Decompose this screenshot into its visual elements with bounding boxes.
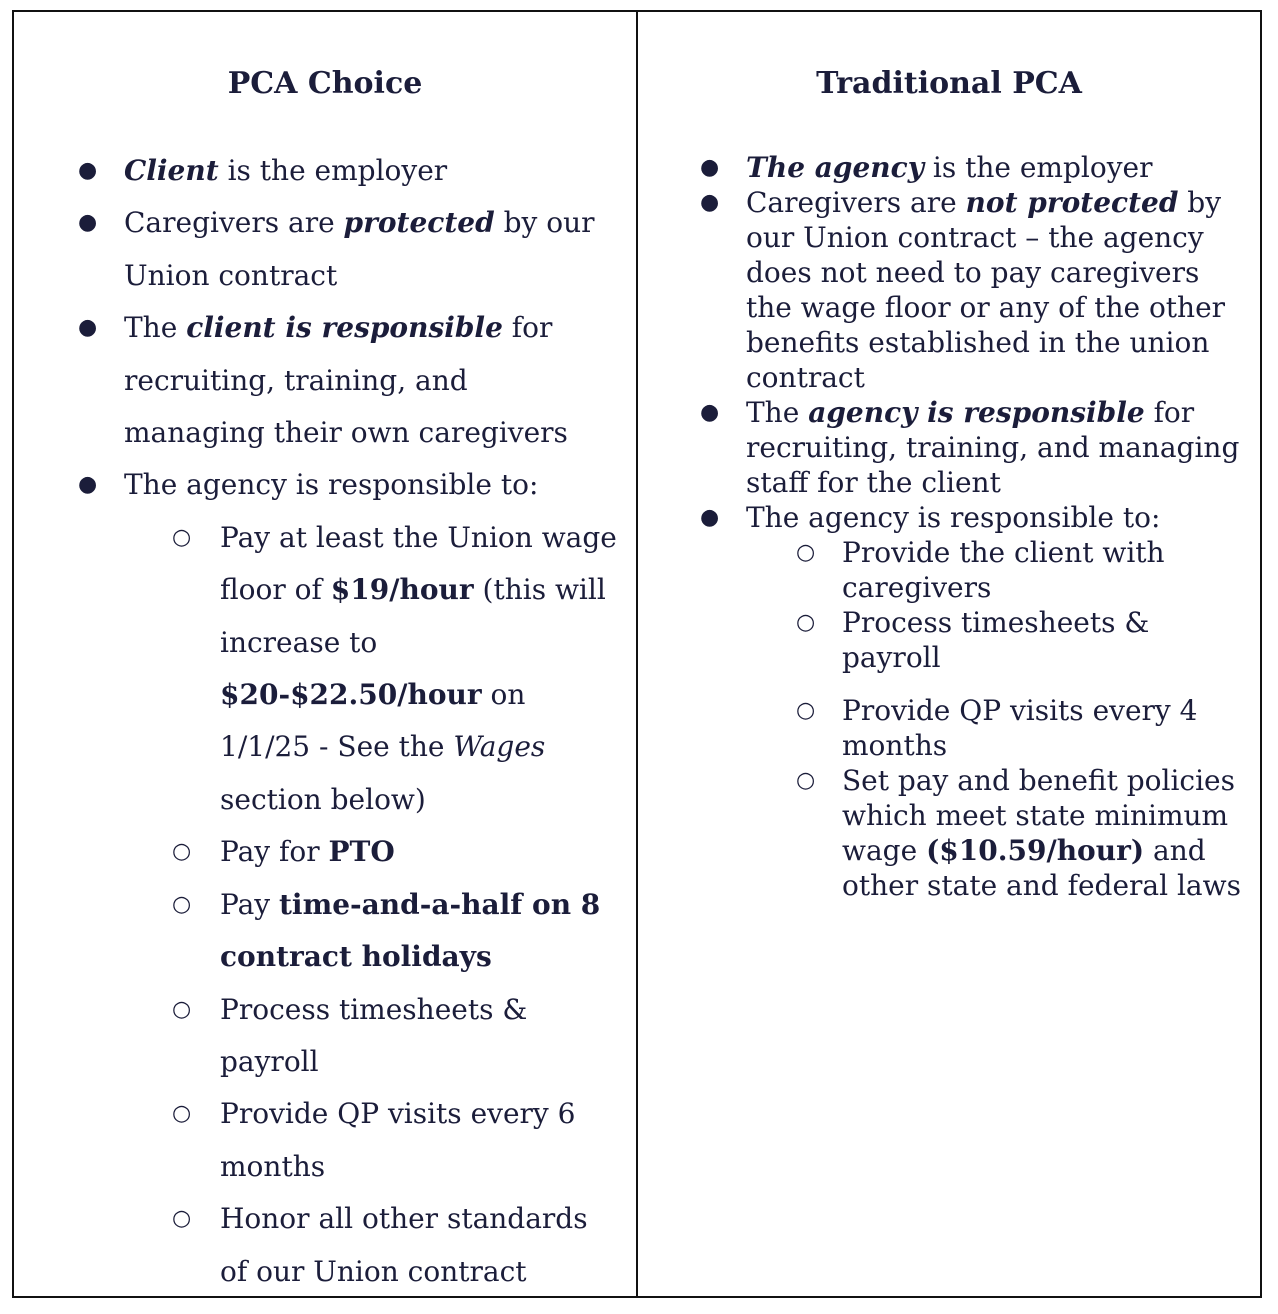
- list-item: ● The agency is the employer: [638, 150, 1260, 185]
- list-item: ● Caregivers are protected by our Union contract: [14, 197, 636, 302]
- sub-list-item: ○ Process timesheets & payroll: [14, 984, 636, 1089]
- list-item: ● The agency is responsible for recruiting, training, and managing staff for the client: [638, 395, 1260, 500]
- pca-choice-list: [14, 145, 636, 1298]
- traditional-pca-list: [638, 150, 1260, 903]
- pca-choice-column: [14, 12, 638, 1296]
- list-item: ● The agency is responsible to:: [14, 459, 636, 511]
- sub-list-item: ○ Pay for PTO: [14, 826, 636, 878]
- traditional-pca-column: [638, 12, 1260, 1296]
- list-item: ● Caregivers are not protected by our Union contract – the agency does not need to pay caregivers the wage floor or any of the other benefits established in the union contract: [638, 185, 1260, 395]
- comparison-table: [12, 10, 1262, 1298]
- sub-list-item: ○ Provide QP visits every 4 months: [638, 693, 1260, 763]
- list-item: ● Client is the employer: [14, 145, 636, 197]
- sub-list-item: ○ Provide QP visits every 6 months: [14, 1088, 636, 1193]
- sub-list-item: ○ Provide the client with caregivers: [638, 535, 1260, 605]
- list-item: ● The client is responsible for recruiting, training, and managing their own caregivers: [14, 302, 636, 459]
- sub-list-item: ○ Honor all other standards of our Union contract: [14, 1193, 636, 1298]
- pca-choice-heading: PCA Choice: [227, 66, 423, 101]
- sub-list-item: ○ Set pay and benefit policies which meet state minimum wage ($10.59/hour) and other state and federal laws: [638, 763, 1260, 903]
- traditional-pca-heading: Traditional PCA: [816, 66, 1082, 101]
- sub-list-item: ○ Pay at least the Union wage floor of $19/hour (this will increase to $20-$22.50/hour on 1/1/25 - See the Wages section below): [14, 512, 636, 826]
- sub-list-item: ○ Process timesheets & payroll: [638, 605, 1260, 675]
- sub-list-item: ○ Pay time-and-a-half on 8 contract holidays: [14, 879, 636, 984]
- list-item: ● The agency is responsible to:: [638, 500, 1260, 535]
